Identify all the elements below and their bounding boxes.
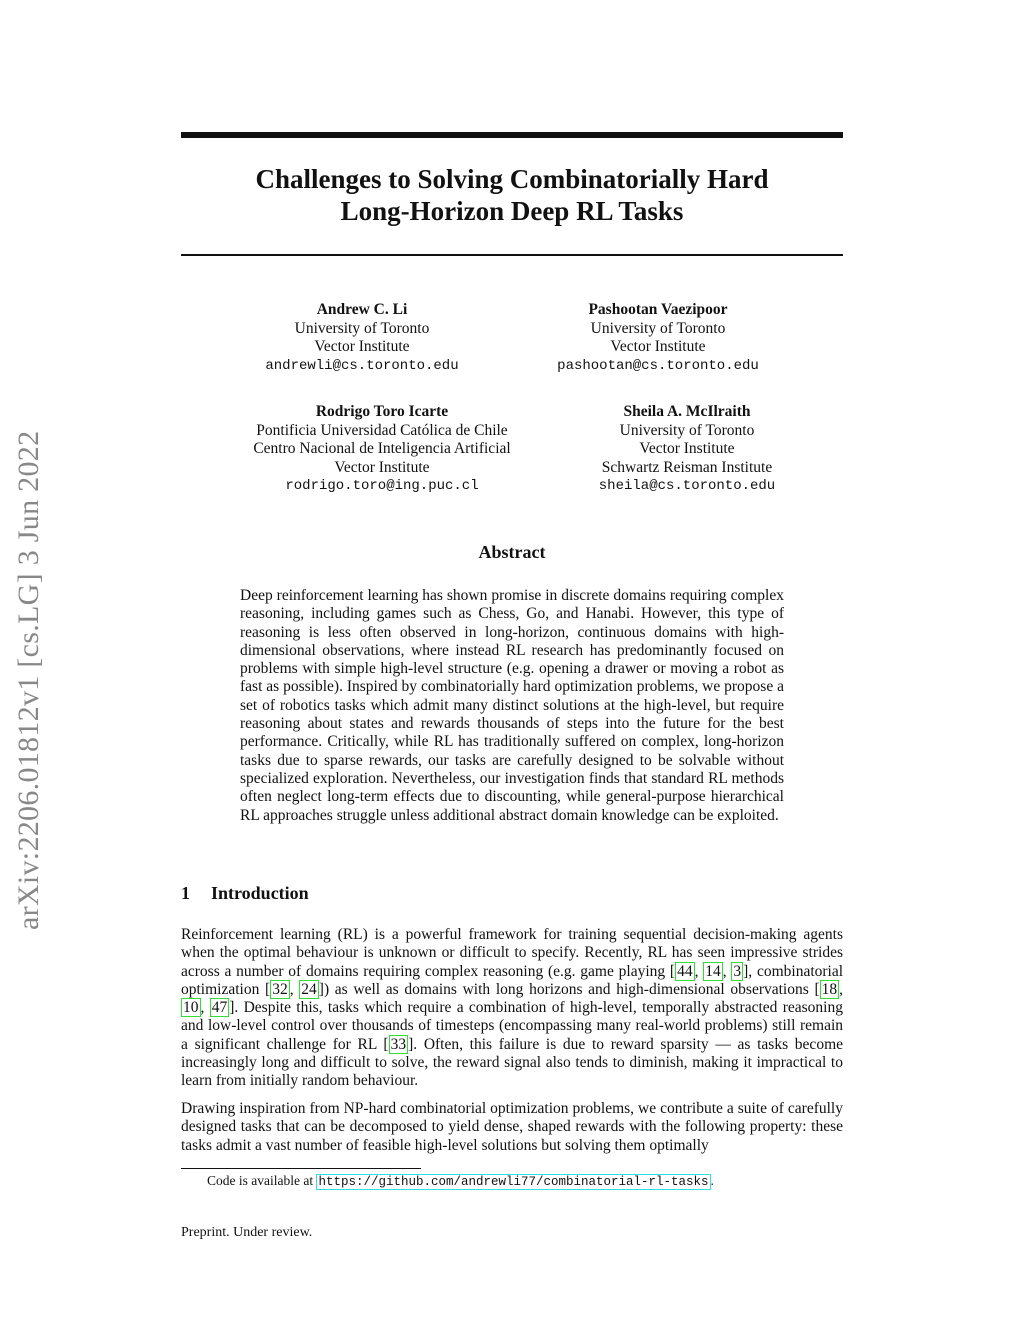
title-bottom-rule [181, 254, 843, 256]
author-block-3 [222, 403, 542, 496]
arxiv-stamp: arXiv:2206.01812v1 [cs.LG] 3 Jun 2022 [12, 430, 45, 930]
author-name: Andrew C. Li [316, 301, 408, 318]
author-affiliation: Pontificia Universidad Católica de Chile [256, 421, 508, 439]
author-affiliation: Vector Institute [610, 338, 706, 355]
citation-link[interactable]: 3 [733, 962, 742, 980]
paper-title [181, 163, 843, 227]
citation-link[interactable]: 14 [705, 962, 721, 980]
title-top-rule [181, 132, 843, 138]
footnote-text: Code is available at [207, 1173, 317, 1188]
author-name: Rodrigo Toro Icarte [315, 403, 449, 420]
section-title: Introduction [211, 883, 309, 903]
author-email[interactable]: andrewli@cs.toronto.edu [265, 357, 459, 374]
intro-paragraph-1: Reinforcement learning (RL) is a powerful framework for training sequential decision-making agents when the optimal behaviour is unknown or difficult to specify. Recently, RL has seen impressive strides across a number of domains requiring complex reasoning (e.g. game playing [ 44 , 14 , 3 ], combinatorial optimization [ 32 , 24 ]) as well as domains with long horizons and high-dimensional observations [ 18 , 10 , 47 ]. Despite this, tasks which require a combination of high-level, temporally abstracted reasoning and low-level control over thousands of timesteps (encompassing many real-world problems) still remain a significant challenge for RL [ 33 ]. Often, this failure is due to reward sparsity — as tasks become increasingly long and difficult to solve, the reward signal also tends to diminish, making it impractical to learn from initially random behaviour. [181, 926, 844, 1090]
title-line-2: Long-Horizon Deep RL Tasks [340, 196, 684, 226]
author-affiliation: University of Toronto [294, 319, 430, 337]
abstract-body: Deep reinforcement learning has shown promise in discrete domains requiring complex reasoning, including games such as Chess, Go, and Hanabi. However, this type of reasoning is less often observed in long-horizon, continuous domains with high-dimensional observations, where instead RL research has predominantly focused on problems with simple high-level structure (e.g. opening a drawer or moving a robot as fast as possible). Inspired by combinatorially hard optimization problems, we propose a set of robotics tasks which admit many distinct solutions at the high-level, but require reasoning about states and rewards thousands of steps into the future for the best performance. Critically, while RL has traditionally suffered on complex, long-horizon tasks due to sparse rewards, our tasks are carefully designed to be solvable without specialized exploration. Nevertheless, our investigation finds that standard RL methods often neglect long-term effects due to discounting, while general-purpose hierarchical RL approaches struggle unless additional abstract domain knowledge can be exploited. [240, 587, 784, 824]
author-email[interactable]: rodrigo.toro@ing.puc.cl [285, 478, 479, 494]
author-affiliation: Vector Institute [639, 440, 735, 457]
abstract-heading: Abstract [478, 542, 546, 562]
citation-link[interactable]: 10 [183, 999, 199, 1017]
author-email[interactable]: pashootan@cs.toronto.edu [557, 357, 759, 374]
author-affiliation: University of Toronto [619, 421, 755, 439]
author-affiliation: Vector Institute [314, 338, 410, 355]
citation-link[interactable]: 47 [211, 999, 228, 1017]
author-block-1 [202, 301, 522, 375]
preprint-note: Preprint. Under review. [181, 1225, 313, 1240]
footnote-rule [181, 1168, 421, 1169]
author-email[interactable]: sheila@cs.toronto.edu [598, 478, 776, 494]
section-number: 1 [181, 883, 190, 903]
footnote [207, 1173, 714, 1189]
author-block-4 [527, 403, 847, 496]
author-name: Pashootan Vaezipoor [588, 301, 728, 318]
section-heading [181, 883, 309, 904]
paragraph-text: Reinforcement learning (RL) is a powerful framework for training sequential decision-making agents when the optimal behaviour is unknown or difficult to specify. Recently, RL has seen impressive strides across a number of domains requiring complex reasoning (e.g. game playing [ [181, 926, 843, 980]
citation-link[interactable]: 44 [677, 962, 693, 980]
paragraph-text: ], combinatorial optimization [ [181, 962, 844, 998]
citation-link[interactable]: 24 [301, 980, 317, 998]
author-affiliation: Centro Nacional de Inteligencia Artificial [253, 440, 511, 457]
citation-link[interactable]: 32 [272, 980, 288, 998]
author-affiliation: University of Toronto [590, 319, 726, 337]
author-affiliation: Vector Institute [334, 458, 430, 476]
code-url-link[interactable]: https://github.com/andrewli77/combinatorial-rl-tasks [318, 1175, 709, 1189]
intro-paragraph-2: Drawing inspiration from NP-hard combinatorial optimization problems, we contribute a suite of carefully designed tasks that can be decomposed to yield dense, shaped rewards with the following property: these tasks admit a vast number of feasible high-level solutions but solving them optimally [181, 1100, 843, 1154]
author-block-2 [498, 301, 818, 375]
citation-link[interactable]: 33 [390, 1035, 407, 1053]
author-name: Sheila A. McIlraith [623, 403, 751, 420]
paragraph-text: ]) as well as domains with long horizons and high-dimensional observations [ [318, 980, 820, 998]
title-line-1: Challenges to Solving Combinatorially Hard [255, 164, 769, 194]
citation-link[interactable]: 18 [821, 980, 838, 998]
footnote-text: . [710, 1173, 714, 1188]
author-affiliation: Schwartz Reisman Institute [601, 458, 773, 476]
paragraph-text: ]. Despite this, tasks which require a combination of high-level, temporally abstracted reasoning and low-level control over thousands of timesteps (encompassing many real-world problems) still remain a significant challenge for RL [ [181, 999, 843, 1053]
paragraph-text: ]. Often, this failure is due to reward sparsity — as tasks become increasingly long and difficult to solve, the reward signal also tends to diminish, making it impractical to learn from initially random behaviour. [181, 1035, 844, 1090]
